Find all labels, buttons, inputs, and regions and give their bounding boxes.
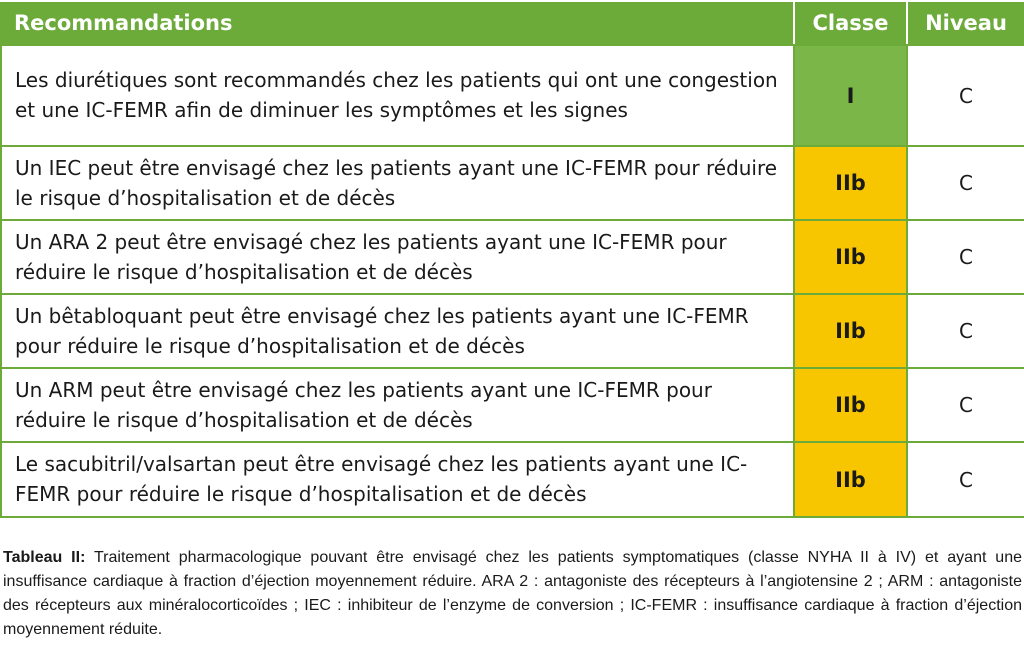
niveau-cell: C — [907, 294, 1024, 368]
niveau-cell: C — [907, 45, 1024, 146]
classe-cell: I — [794, 45, 907, 146]
header-niveau: Niveau — [907, 1, 1024, 45]
recommendation-text: Un bêtabloquant peut être envisagé chez les patients ayant une IC-FEMR pour réduire le risque d’hospitalisation et de décès — [1, 294, 794, 368]
caption-text: Traitement pharmacologique pouvant être envisagé chez les patients symptomatiques (classe NYHA II à IV) et ayant une insuffisance cardiaque à fraction d’éjection moyennement réduire. ARA 2 : antagoniste des récepteurs à l’angiotensine 2 ; ARM : antagoniste des récepteurs aux minéralocorticoïdes ; IEC : inhibiteur de l’enzyme de conversion ; IC-FEMR : insuffisance cardiaque à fraction d’éjection moyennement réduite. — [3, 549, 1022, 638]
classe-cell: IIb — [794, 146, 907, 220]
recommendation-text: Le sacubitril/valsartan peut être envisagé chez les patients ayant une IC-FEMR pour réduire le risque d’hospitalisation et de décès — [1, 442, 794, 517]
table-row — [1, 442, 1024, 517]
classe-cell: IIb — [794, 294, 907, 368]
niveau-cell: C — [907, 442, 1024, 517]
classe-cell: IIb — [794, 220, 907, 294]
classe-cell: IIb — [794, 442, 907, 517]
caption-label: Tableau II: — [3, 549, 86, 566]
header-classe: Classe — [794, 1, 907, 45]
table-header-row — [1, 1, 1024, 45]
niveau-cell: C — [907, 220, 1024, 294]
header-recommendations: Recommandations — [1, 1, 794, 45]
table-caption — [3, 546, 1022, 642]
table-row — [1, 146, 1024, 220]
table-row — [1, 294, 1024, 368]
niveau-cell: C — [907, 146, 1024, 220]
recommendation-text: Un IEC peut être envisagé chez les patients ayant une IC-FEMR pour réduire le risque d’hospitalisation et de décès — [1, 146, 794, 220]
table-row — [1, 45, 1024, 146]
recommendation-text: Un ARA 2 peut être envisagé chez les patients ayant une IC-FEMR pour réduire le risque d’hospitalisation et de décès — [1, 220, 794, 294]
classe-cell: IIb — [794, 368, 907, 442]
niveau-cell: C — [907, 368, 1024, 442]
table-row — [1, 368, 1024, 442]
table-row — [1, 220, 1024, 294]
recommendation-text: Les diurétiques sont recommandés chez les patients qui ont une congestion et une IC-FEMR afin de diminuer les symptômes et les signes — [1, 45, 794, 146]
recommendation-text: Un ARM peut être envisagé chez les patients ayant une IC-FEMR pour réduire le risque d’hospitalisation et de décès — [1, 368, 794, 442]
